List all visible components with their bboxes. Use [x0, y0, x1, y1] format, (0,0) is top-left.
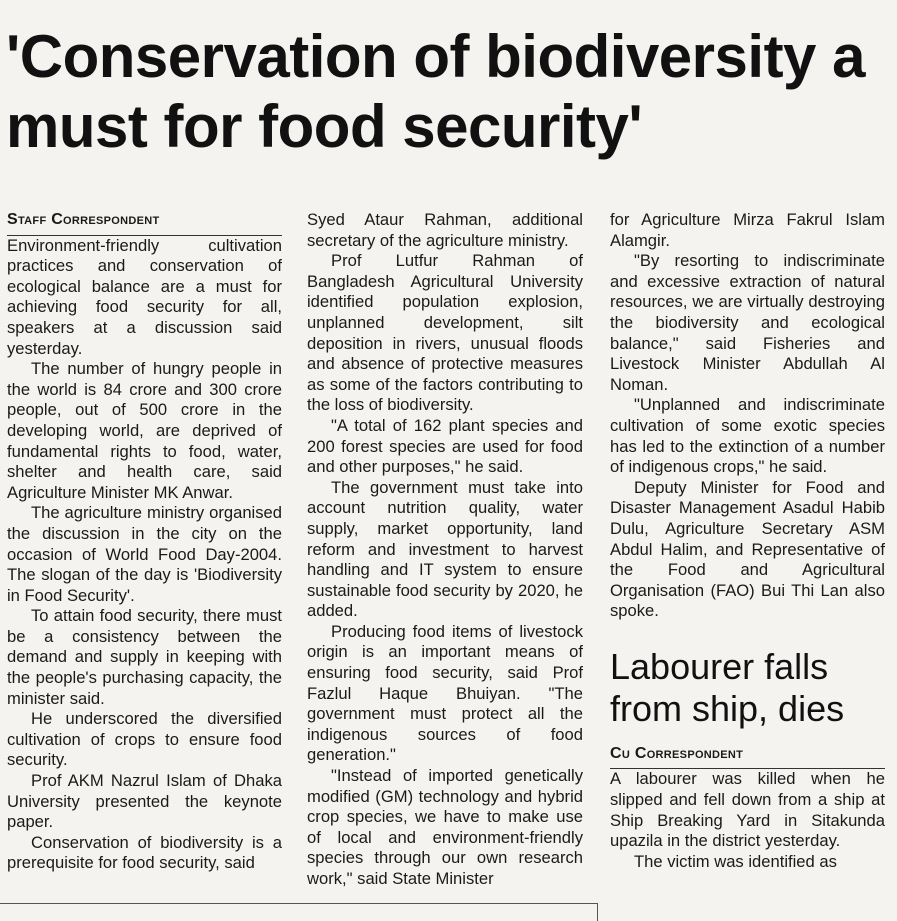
article-paragraph: The government must take into account nutrition quality, water supply, market opportunity, land reform and investment to harvest handling and IT system to ensure sustainable food security by 2020, he added. [307, 477, 583, 621]
article-paragraph: He underscored the diversified cultivation of crops to ensure food security. [7, 709, 282, 770]
second-article-paragraph: A labourer was killed when he slipped and fell down from a ship at Ship Breaking Yard in Sitakunda upazila in the district yesterday. [610, 769, 885, 851]
second-article-headline: Labourer falls from ship, dies [610, 645, 845, 729]
article-paragraph: Producing food items of livestock origin is an important means of ensuring food security, said Prof Fazlul Haque Bhuiyan. "The government must protect all the indigenous sources of food generation." [307, 621, 583, 765]
article-headline: 'Conservation of biodiversity a must for food security' [6, 23, 865, 160]
article-paragraph: for Agriculture Mirza Fakrul Islam Alamgir. [610, 210, 885, 250]
article-paragraph: To attain food security, there must be a consistency between the demand and supply in keeping with the people's purchasing capacity, the minister said. [7, 606, 282, 708]
article-column-3 [610, 210, 885, 872]
article-paragraph: Prof AKM Nazrul Islam of Dhaka University presented the keynote paper. [7, 771, 282, 832]
article-paragraph: Deputy Minister for Food and Disaster Management Asadul Habib Dulu, Agriculture Secretary ASM Abdul Halim, and Representative of the Food and Agricultural Organisation (FAO) Bui Thi Lan also spoke. [610, 477, 885, 621]
article-paragraph: "Instead of imported genetically modified (GM) technology and hybrid crop species, we have to make use of local and environment-friendly species through our own research work," said State Minister [307, 766, 583, 888]
article-paragraph: "Unplanned and indiscriminate cultivation of some exotic species has led to the extinction of a number of indigenous crops," he said. [610, 395, 885, 477]
article-paragraph: The number of hungry people in the world is 84 crore and 300 crore people, out of 500 crore in the developing world, are deprived of fundamental rights to food, water, shelter and health care, said Agriculture Minister MK Anwar. [7, 359, 282, 502]
article-byline: Staff Correspondent [7, 210, 282, 236]
second-article-byline: Cu Correspondent [610, 744, 885, 770]
page-divider [0, 903, 598, 921]
article-paragraph: Environment-friendly cultivation practices and conservation of ecological balance are a must for achieving food security for all, speakers at a discussion said yesterday. [7, 235, 282, 358]
article-paragraph: Conservation of biodiversity is a prerequisite for food security, said [7, 832, 282, 873]
article-paragraph: "A total of 162 plant species and 200 forest species are used for food and other purposes," he said. [307, 415, 583, 477]
article-column-2 [307, 210, 583, 890]
article-paragraph: Prof Lutfur Rahman of Bangladesh Agricultural University identified population explosion, unplanned development, silt deposition in rivers, unusual floods and absence of protective measures as some of the factors contributing to the loss of biodiversity. [307, 251, 583, 415]
article-paragraph: Syed Ataur Rahman, additional secretary of the agriculture ministry. [307, 210, 583, 250]
article-paragraph: "By resorting to indiscriminate and excessive extraction of natural resources, we are virtually destroying the biodiversity and ecological balance," said Fisheries and Livestock Minister Abdullah Al Noman. [610, 251, 885, 394]
article-column-1 [7, 210, 282, 874]
article-paragraph: The agriculture ministry organised the discussion in the city on the occasion of World Food Day-2004. The slogan of the day is 'Biodiversity in Food Security'. [7, 503, 282, 605]
second-article-paragraph: The victim was identified as [634, 851, 837, 871]
